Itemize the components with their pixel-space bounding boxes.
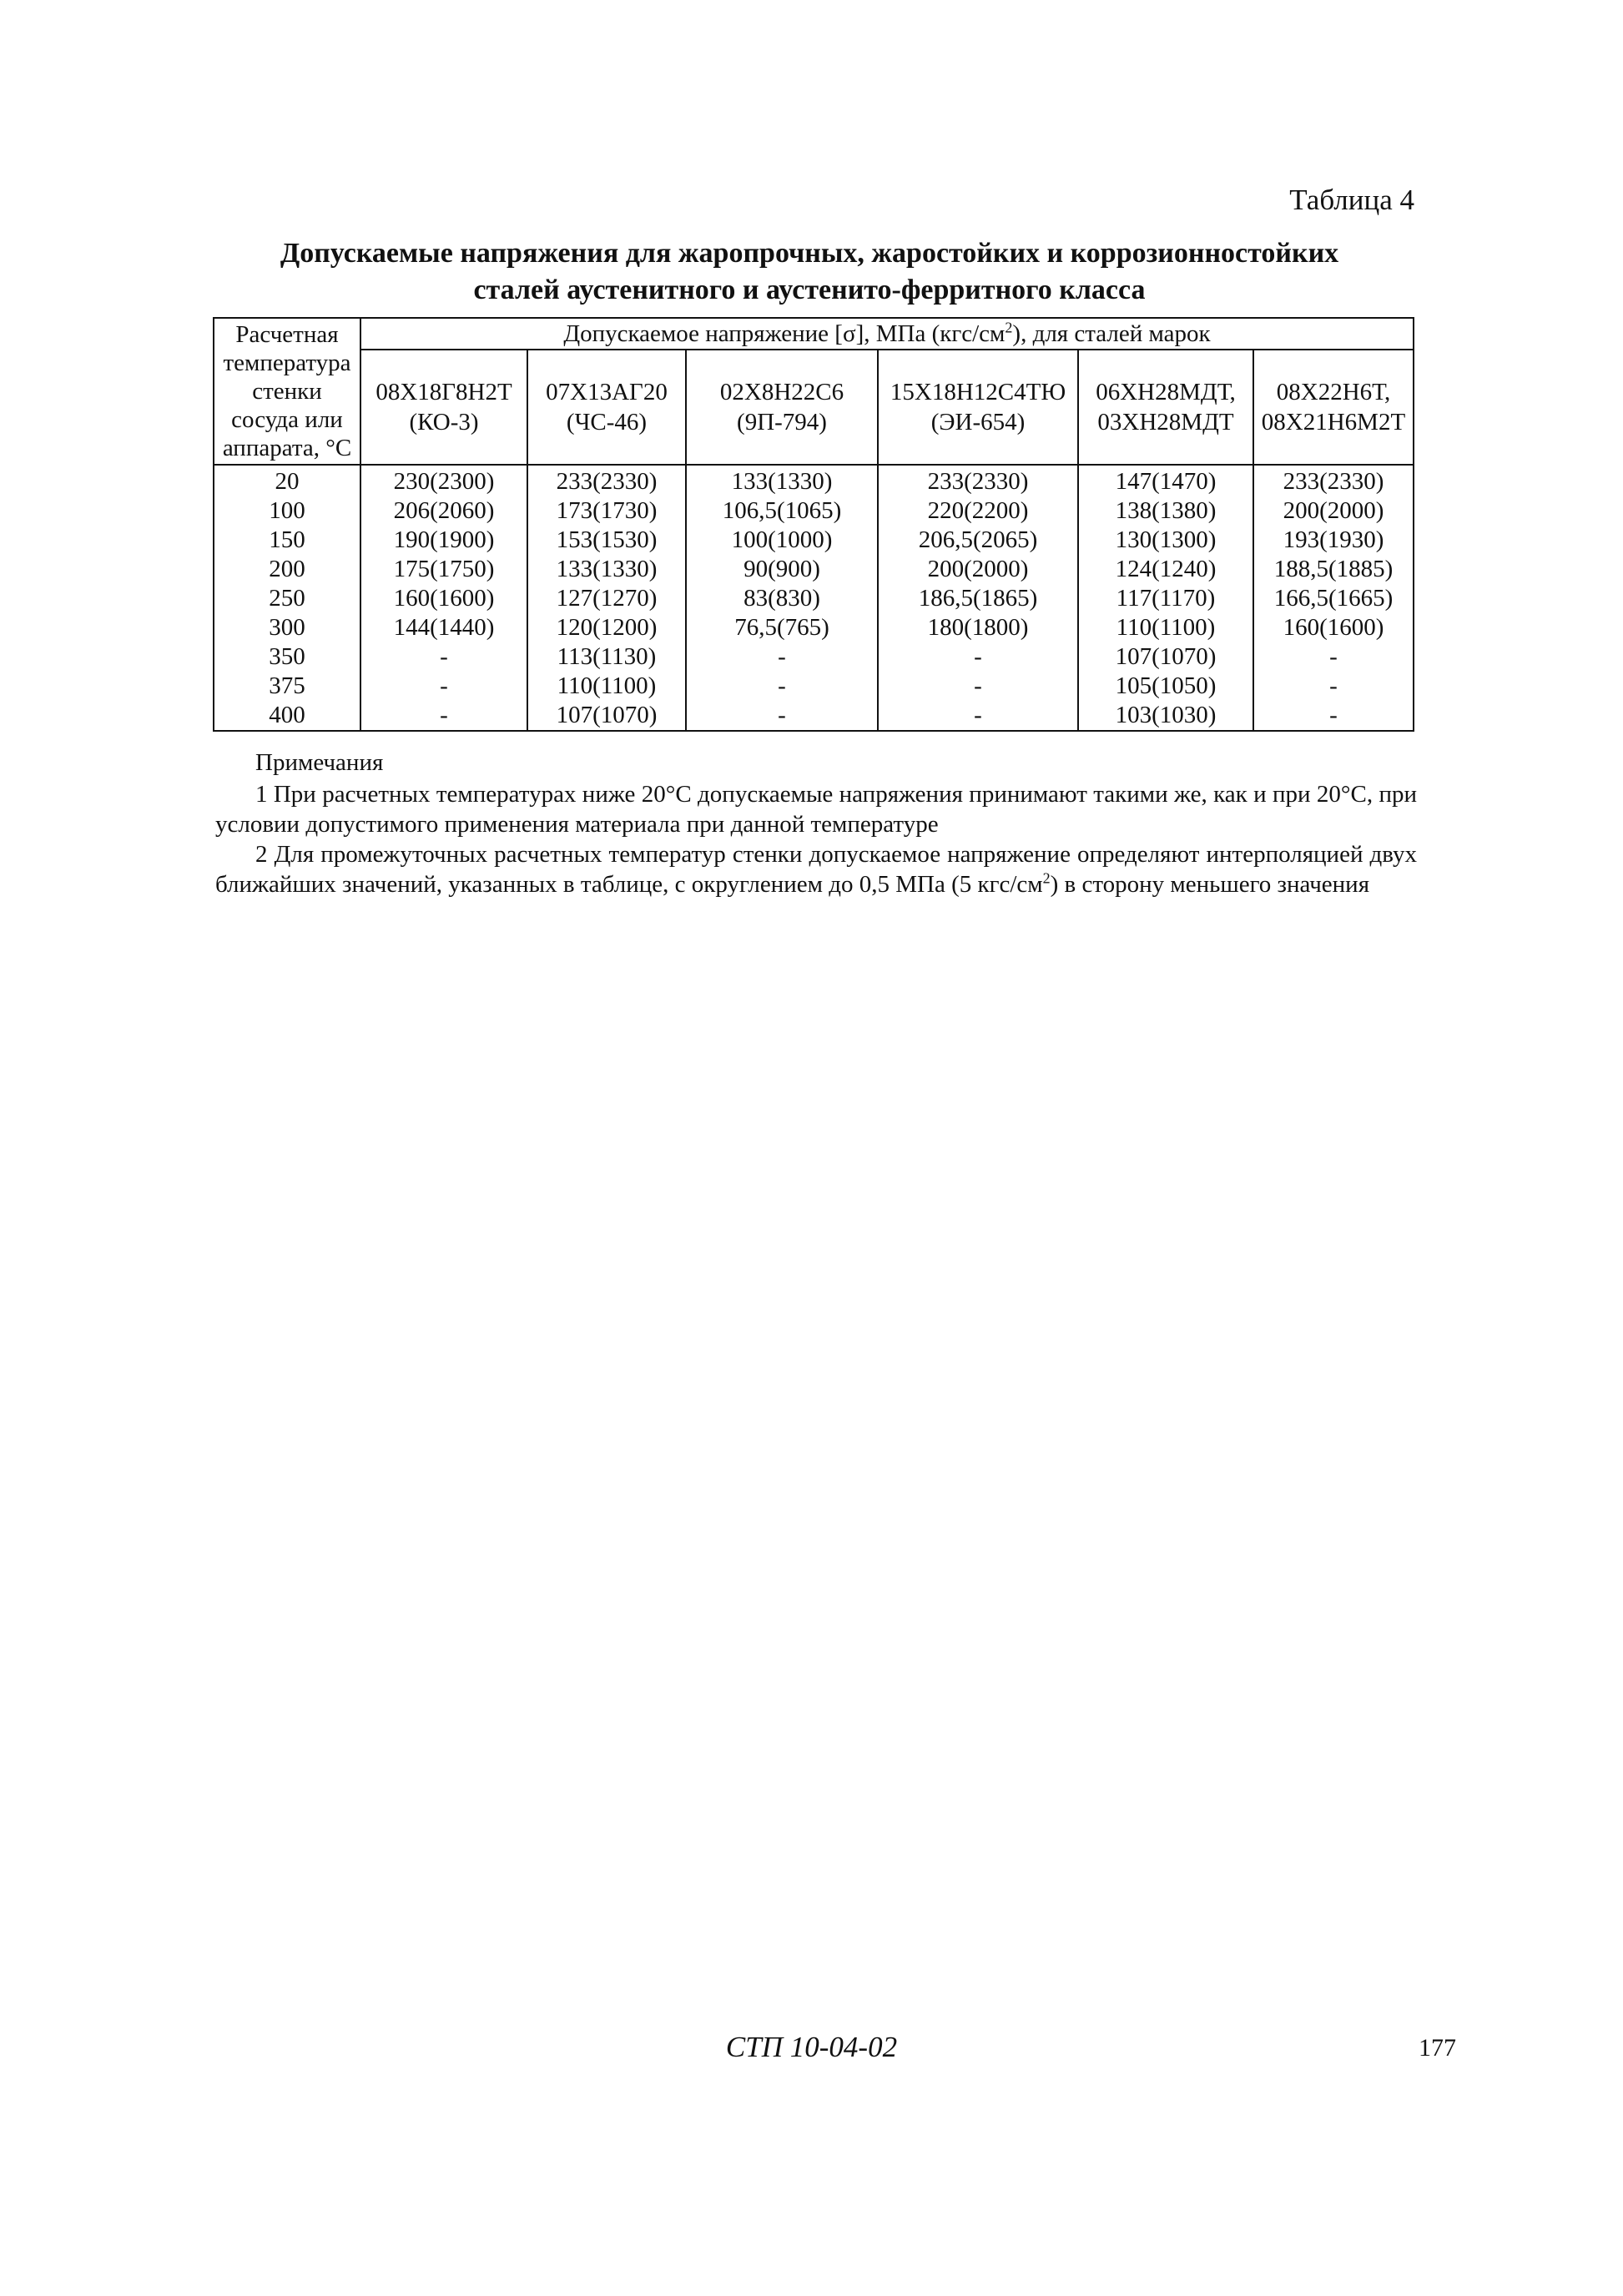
grade-name: 08Х18Г8Н2Т bbox=[376, 379, 512, 405]
stress-cell: 76,5(765) bbox=[686, 613, 878, 642]
stress-cell: 166,5(1665) bbox=[1253, 584, 1414, 613]
temperature-cell: 250 bbox=[214, 584, 360, 613]
grade-name: 07Х13АГ20 bbox=[546, 379, 668, 405]
stress-group-header bbox=[360, 318, 1414, 350]
footer-document-code: СТП 10-04-02 bbox=[725, 2031, 898, 2063]
stress-cell: 106,5(1065) bbox=[686, 496, 878, 526]
stress-cell: - bbox=[360, 642, 527, 672]
stress-cell: 110(1100) bbox=[527, 672, 686, 701]
stress-cell: - bbox=[686, 642, 878, 672]
stress-cell: 180(1800) bbox=[878, 613, 1078, 642]
grade-header bbox=[527, 350, 686, 465]
stress-cell: 144(1440) bbox=[360, 613, 527, 642]
stress-cell: 175(1750) bbox=[360, 555, 527, 584]
stress-cell: 173(1730) bbox=[527, 496, 686, 526]
table-title-line-1: Допускаемые напряжения для жаропрочных, жаростойких и коррозионностойких bbox=[280, 238, 1339, 269]
table-row bbox=[214, 555, 1414, 584]
temperature-cell: 200 bbox=[214, 555, 360, 584]
stress-cell: 220(2200) bbox=[878, 496, 1078, 526]
temperature-cell: 300 bbox=[214, 613, 360, 642]
grade-header bbox=[360, 350, 527, 465]
table-title-line-2: сталей аустенитного и аустенито-ферритного класса bbox=[473, 274, 1146, 305]
grade-header bbox=[686, 350, 878, 465]
header-row-2 bbox=[214, 350, 1414, 465]
table-body bbox=[214, 465, 1414, 731]
table-header bbox=[214, 318, 1414, 465]
stress-cell: 133(1330) bbox=[686, 465, 878, 496]
temperature-cell: 20 bbox=[214, 465, 360, 496]
stress-cell: - bbox=[686, 701, 878, 731]
stress-cell: 117(1170) bbox=[1078, 584, 1253, 613]
header-row-1 bbox=[214, 318, 1414, 350]
table-row bbox=[214, 613, 1414, 642]
stress-cell: 188,5(1885) bbox=[1253, 555, 1414, 584]
stress-cell: - bbox=[878, 672, 1078, 701]
stress-group-header-text: Допускаемое напряжение [σ], МПа (кгс/см bbox=[563, 320, 1006, 347]
grade-alias: (КО-3) bbox=[409, 409, 479, 436]
grade-alias: 03ХН28МДТ bbox=[1097, 409, 1234, 436]
stress-cell: 113(1130) bbox=[527, 642, 686, 672]
stress-cell: 107(1070) bbox=[527, 701, 686, 731]
grade-name: 06ХН28МДТ, bbox=[1096, 379, 1236, 405]
stress-cell: - bbox=[878, 701, 1078, 731]
table-label: Таблица 4 bbox=[1289, 184, 1414, 216]
grade-header bbox=[1078, 350, 1253, 465]
table-row bbox=[214, 526, 1414, 555]
stress-cell: 193(1930) bbox=[1253, 526, 1414, 555]
stress-cell: 83(830) bbox=[686, 584, 878, 613]
table-row bbox=[214, 672, 1414, 701]
stress-cell: 124(1240) bbox=[1078, 555, 1253, 584]
stress-cell: 153(1530) bbox=[527, 526, 686, 555]
notes-title: Примечания bbox=[255, 749, 384, 776]
stress-cell: 90(900) bbox=[686, 555, 878, 584]
temperature-cell: 100 bbox=[214, 496, 360, 526]
stress-cell: 103(1030) bbox=[1078, 701, 1253, 731]
temperature-cell: 400 bbox=[214, 701, 360, 731]
stress-cell: 190(1900) bbox=[360, 526, 527, 555]
notes-section bbox=[215, 748, 1417, 899]
page-number: 177 bbox=[1419, 2034, 1456, 2062]
stress-cell: 200(2000) bbox=[878, 555, 1078, 584]
grade-name: 15Х18Н12С4ТЮ bbox=[890, 379, 1066, 405]
grade-header bbox=[878, 350, 1078, 465]
stress-cell: 110(1100) bbox=[1078, 613, 1253, 642]
stress-cell: - bbox=[878, 642, 1078, 672]
grade-name: 02Х8Н22С6 bbox=[719, 379, 844, 405]
stress-group-header-text-end: ), для сталей марок bbox=[1012, 320, 1211, 347]
stress-cell: 230(2300) bbox=[360, 465, 527, 496]
stress-cell: 127(1270) bbox=[527, 584, 686, 613]
temperature-column-header: Расчетная температура стенки сосуда или аппарата, °С bbox=[214, 318, 360, 465]
table-title bbox=[200, 235, 1419, 309]
table-row bbox=[214, 642, 1414, 672]
stress-cell: 120(1200) bbox=[527, 613, 686, 642]
stress-cell: - bbox=[686, 672, 878, 701]
stress-cell: 138(1380) bbox=[1078, 496, 1253, 526]
stress-cell: 160(1600) bbox=[360, 584, 527, 613]
stress-cell: 130(1300) bbox=[1078, 526, 1253, 555]
stress-cell: 206(2060) bbox=[360, 496, 527, 526]
table-row bbox=[214, 701, 1414, 731]
stress-cell: - bbox=[1253, 642, 1414, 672]
table-row bbox=[214, 584, 1414, 613]
temperature-cell: 350 bbox=[214, 642, 360, 672]
stress-group-header-superscript: 2 bbox=[1005, 319, 1013, 336]
stress-cell: 107(1070) bbox=[1078, 642, 1253, 672]
grade-alias: (ЭИ-654) bbox=[930, 409, 1026, 436]
temperature-cell: 150 bbox=[214, 526, 360, 555]
stress-cell: 100(1000) bbox=[686, 526, 878, 555]
stress-cell: 200(2000) bbox=[1253, 496, 1414, 526]
stress-cell: 233(2330) bbox=[1253, 465, 1414, 496]
grade-alias: 08Х21Н6М2Т bbox=[1261, 409, 1406, 436]
temperature-cell: 375 bbox=[214, 672, 360, 701]
grade-header bbox=[1253, 350, 1414, 465]
stress-cell: 160(1600) bbox=[1253, 613, 1414, 642]
stress-cell: 233(2330) bbox=[527, 465, 686, 496]
stress-cell: 186,5(1865) bbox=[878, 584, 1078, 613]
stress-cell: - bbox=[360, 701, 527, 731]
stress-cell: 133(1330) bbox=[527, 555, 686, 584]
grade-alias: (ЧС-46) bbox=[566, 409, 648, 436]
note-2-text: 2 Для промежуточных расчетных температур стенки допускаемое напряжение определяют интерполяцией двух ближайших значений, указанных в таблице, с округлением до 0,5 МПа (5 кгс/см bbox=[215, 841, 1417, 898]
stress-cell: 147(1470) bbox=[1078, 465, 1253, 496]
table-row bbox=[214, 465, 1414, 496]
stress-cell: - bbox=[360, 672, 527, 701]
stress-cell: 206,5(2065) bbox=[878, 526, 1078, 555]
stress-cell: 233(2330) bbox=[878, 465, 1078, 496]
note-1: 1 При расчетных температурах ниже 20°С допускаемые напряжения принимают такими же, как и при 20°С, при условии допустимого применения материала при данной температуре bbox=[215, 781, 1417, 838]
note-2 bbox=[215, 839, 1417, 899]
allowable-stress-table bbox=[213, 317, 1414, 732]
grade-name: 08Х22Н6Т, bbox=[1276, 379, 1391, 405]
note-2-superscript: 2 bbox=[1042, 869, 1051, 887]
note-2-text-end: ) в сторону меньшего значения bbox=[1050, 871, 1370, 898]
stress-cell: - bbox=[1253, 701, 1414, 731]
grade-alias: (9П-794) bbox=[737, 409, 827, 436]
stress-cell: - bbox=[1253, 672, 1414, 701]
table-row bbox=[214, 496, 1414, 526]
stress-cell: 105(1050) bbox=[1078, 672, 1253, 701]
